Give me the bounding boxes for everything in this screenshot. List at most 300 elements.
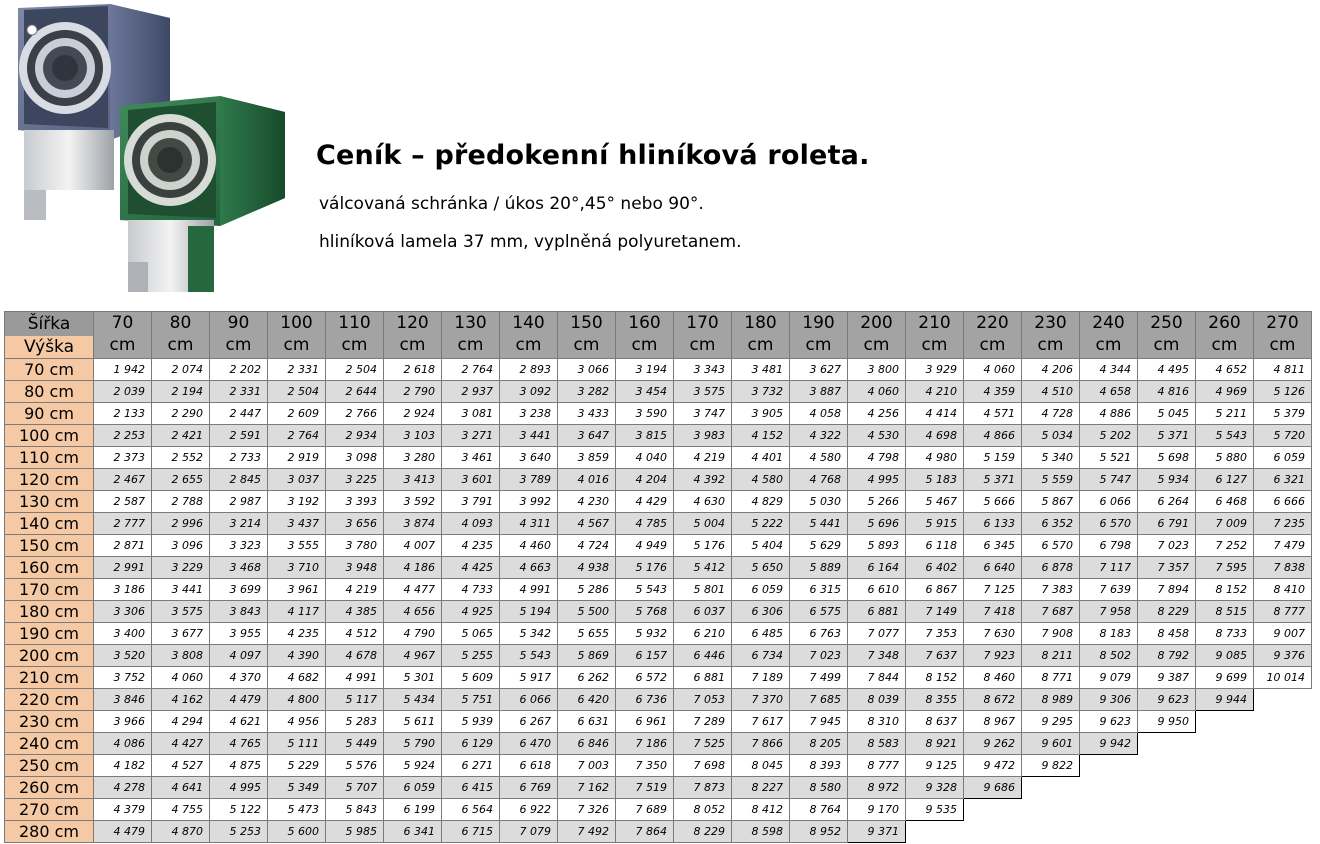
height-label: 180 cm [5,601,94,623]
price-cell: 10 014 [1254,667,1312,689]
price-cell: 7 189 [732,667,790,689]
price-cell: 7 357 [1138,557,1196,579]
price-cell: 6 066 [1080,491,1138,513]
price-cell: 4 510 [1022,381,1080,403]
width-header-220 [964,312,1022,359]
price-cell: 5 253 [210,821,268,843]
table-row [5,711,1312,733]
height-label: 250 cm [5,755,94,777]
price-cell: 2 845 [210,469,268,491]
price-cell: 2 331 [268,359,326,381]
price-cell: 7 125 [964,579,1022,601]
price-cell: 4 401 [732,447,790,469]
price-cell: 4 816 [1138,381,1196,403]
price-cell: 4 512 [326,623,384,645]
height-label: 130 cm [5,491,94,513]
price-cell: 6 345 [964,535,1022,557]
price-cell: 7 894 [1138,579,1196,601]
price-cell: 4 206 [1022,359,1080,381]
empty-cell [1196,755,1254,777]
width-value: 220 [976,313,1009,333]
price-cell: 4 728 [1022,403,1080,425]
price-cell: 7 023 [790,645,848,667]
price-cell: 9 262 [964,733,1022,755]
price-cell: 8 792 [1138,645,1196,667]
price-cell: 7 923 [964,645,1022,667]
price-cell: 6 129 [442,733,500,755]
price-cell: 7 617 [732,711,790,733]
width-header-200 [848,312,906,359]
price-cell: 7 370 [732,689,790,711]
width-value: 230 [1034,313,1067,333]
price-cell: 4 969 [1196,381,1254,403]
empty-cell [1196,821,1254,843]
price-cell: 3 441 [152,579,210,601]
price-cell: 9 085 [1196,645,1254,667]
price-cell: 5 707 [326,777,384,799]
price-cell: 8 152 [1196,579,1254,601]
width-value: 80 [169,313,192,333]
price-cell: 4 724 [558,535,616,557]
price-cell: 4 980 [906,447,964,469]
width-unit: cm [109,335,136,355]
price-cell: 2 937 [442,381,500,403]
width-header-150 [558,312,616,359]
price-cell: 5 283 [326,711,384,733]
price-cell: 5 473 [268,799,326,821]
price-cell: 5 543 [616,579,674,601]
width-value: 190 [802,313,835,333]
price-cell: 3 961 [268,579,326,601]
price-cell: 2 790 [384,381,442,403]
price-cell: 6 267 [500,711,558,733]
price-cell: 2 919 [268,447,326,469]
price-cell: 2 194 [152,381,210,403]
price-cell: 4 390 [268,645,326,667]
price-cell: 3 983 [674,425,732,447]
price-cell: 4 875 [210,755,268,777]
green-shutter-box [120,96,285,292]
price-cell: 7 630 [964,623,1022,645]
price-cell: 6 618 [500,755,558,777]
price-cell: 2 777 [94,513,152,535]
price-cell: 3 192 [268,491,326,513]
price-cell: 5 917 [500,667,558,689]
empty-cell [1196,711,1254,733]
width-unit: cm [515,335,542,355]
price-cell: 7 844 [848,667,906,689]
price-cell: 3 096 [152,535,210,557]
price-cell: 7 023 [1138,535,1196,557]
price-cell: 2 996 [152,513,210,535]
price-cell: 4 870 [152,821,210,843]
price-cell: 5 371 [964,469,1022,491]
price-cell: 2 074 [152,359,210,381]
price-cell: 6 199 [384,799,442,821]
price-cell: 7 958 [1080,601,1138,623]
width-unit: cm [283,335,310,355]
price-cell: 3 791 [442,491,500,513]
height-label: 140 cm [5,513,94,535]
price-cell: 6 798 [1080,535,1138,557]
price-cell: 9 601 [1022,733,1080,755]
empty-cell [964,799,1022,821]
price-cell: 4 886 [1080,403,1138,425]
price-cell: 7 873 [674,777,732,799]
price-cell: 2 788 [152,491,210,513]
price-cell: 3 843 [210,601,268,623]
width-value: 90 [227,313,250,333]
price-cell: 2 039 [94,381,152,403]
price-cell: 8 045 [732,755,790,777]
price-cell: 4 768 [790,469,848,491]
price-cell: 2 991 [94,557,152,579]
price-cell: 5 889 [790,557,848,579]
table-row [5,513,1312,535]
width-value: 110 [338,313,371,333]
price-cell: 5 698 [1138,447,1196,469]
price-cell: 7 077 [848,623,906,645]
height-label: 280 cm [5,821,94,843]
price-cell: 2 764 [268,425,326,447]
price-cell: 8 764 [790,799,848,821]
height-label: 210 cm [5,667,94,689]
price-cell: 3 732 [732,381,790,403]
price-cell: 3 905 [732,403,790,425]
price-cell: 8 967 [964,711,1022,733]
price-cell: 4 162 [152,689,210,711]
price-cell: 5 867 [1022,491,1080,513]
width-value: 120 [396,313,429,333]
price-cell: 2 987 [210,491,268,513]
price-cell: 4 235 [268,623,326,645]
price-cell: 9 942 [1080,733,1138,755]
price-cell: 3 437 [268,513,326,535]
page-title: Ceník – předokenní hliníková roleta. [316,140,870,171]
price-cell: 2 504 [326,359,384,381]
price-cell: 4 007 [384,535,442,557]
table-row [5,601,1312,623]
price-cell: 9 944 [1196,689,1254,711]
width-header-240 [1080,312,1138,359]
price-cell: 5 924 [384,755,442,777]
price-cell: 8 355 [906,689,964,711]
price-cell: 4 278 [94,777,152,799]
price-cell: 6 640 [964,557,1022,579]
price-cell: 6 262 [558,667,616,689]
price-cell: 9 007 [1254,623,1312,645]
price-cell: 3 186 [94,579,152,601]
price-cell: 3 627 [790,359,848,381]
price-cell: 7 689 [616,799,674,821]
price-cell: 4 949 [616,535,674,557]
price-cell: 5 202 [1080,425,1138,447]
width-unit: cm [573,335,600,355]
price-cell: 5 211 [1196,403,1254,425]
price-cell: 6 210 [674,623,732,645]
price-cell: 4 991 [326,667,384,689]
table-row [5,821,1312,843]
price-cell: 5 342 [500,623,558,645]
price-cell: 6 118 [906,535,964,557]
price-cell: 3 468 [210,557,268,579]
price-cell: 4 097 [210,645,268,667]
price-cell: 3 555 [268,535,326,557]
price-cell: 3 640 [500,447,558,469]
price-cell: 8 410 [1254,579,1312,601]
price-cell: 8 733 [1196,623,1254,645]
price-cell: 3 747 [674,403,732,425]
price-cell: 2 733 [210,447,268,469]
price-cell: 3 656 [326,513,384,535]
price-cell: 8 972 [848,777,906,799]
price-cell: 5 521 [1080,447,1138,469]
price-cell: 7 053 [674,689,732,711]
price-cell: 8 672 [964,689,1022,711]
height-label: 230 cm [5,711,94,733]
empty-cell [1022,799,1080,821]
table-row [5,447,1312,469]
price-cell: 5 609 [442,667,500,689]
price-cell: 9 623 [1138,689,1196,711]
price-cell: 6 846 [558,733,616,755]
price-cell: 7 350 [616,755,674,777]
price-cell: 3 225 [326,469,384,491]
price-cell: 5 441 [790,513,848,535]
price-cell: 4 294 [152,711,210,733]
width-header-110 [326,312,384,359]
price-cell: 9 822 [1022,755,1080,777]
table-row [5,359,1312,381]
price-cell: 9 535 [906,799,964,821]
height-label: 200 cm [5,645,94,667]
height-label: 150 cm [5,535,94,557]
empty-cell [1080,821,1138,843]
price-cell: 7 117 [1080,557,1138,579]
width-value: 170 [686,313,719,333]
price-cell: 7 383 [1022,579,1080,601]
price-cell: 7 525 [674,733,732,755]
price-cell: 8 637 [906,711,964,733]
price-cell: 4 425 [442,557,500,579]
price-cell: 3 461 [442,447,500,469]
empty-cell [1138,799,1196,821]
table-row [5,469,1312,491]
price-cell: 6 264 [1138,491,1196,513]
empty-cell [1138,777,1196,799]
price-cell: 7 864 [616,821,674,843]
price-cell: 3 481 [732,359,790,381]
price-cell: 7 838 [1254,557,1312,579]
price-cell: 8 460 [964,667,1022,689]
price-cell: 9 623 [1080,711,1138,733]
price-cell: 7 698 [674,755,732,777]
price-cell: 5 349 [268,777,326,799]
width-header-270 [1254,312,1312,359]
price-cell: 5 576 [326,755,384,777]
price-cell: 6 352 [1022,513,1080,535]
table-row [5,579,1312,601]
price-cell: 4 204 [616,469,674,491]
price-cell: 4 630 [674,491,732,513]
price-cell: 4 652 [1196,359,1254,381]
price-cell: 5 045 [1138,403,1196,425]
price-cell: 4 370 [210,667,268,689]
price-cell: 3 103 [384,425,442,447]
width-unit: cm [631,335,658,355]
price-cell: 5 600 [268,821,326,843]
price-cell: 3 066 [558,359,616,381]
price-cell: 1 942 [94,359,152,381]
price-cell: 9 371 [848,821,906,843]
price-cell: 3 306 [94,601,152,623]
price-cell: 8 052 [674,799,732,821]
height-label: 90 cm [5,403,94,425]
price-cell: 2 467 [94,469,152,491]
price-cell: 5 065 [442,623,500,645]
price-cell: 6 734 [732,645,790,667]
width-unit: cm [1153,335,1180,355]
price-cell: 4 086 [94,733,152,755]
price-cell: 3 929 [906,359,964,381]
price-cell: 4 117 [268,601,326,623]
price-cell: 5 629 [790,535,848,557]
price-cell: 6 127 [1196,469,1254,491]
height-label: 190 cm [5,623,94,645]
width-unit: cm [863,335,890,355]
price-cell: 4 359 [964,381,1022,403]
price-cell: 4 571 [964,403,1022,425]
width-header-180 [732,312,790,359]
price-cell: 5 500 [558,601,616,623]
price-cell: 7 908 [1022,623,1080,645]
price-cell: 3 948 [326,557,384,579]
empty-cell [1080,755,1138,777]
price-cell: 9 079 [1080,667,1138,689]
price-cell: 4 580 [732,469,790,491]
width-value: 200 [860,313,893,333]
empty-cell [1254,733,1312,755]
price-cell: 3 271 [442,425,500,447]
price-cell: 4 479 [210,689,268,711]
width-unit: cm [225,335,252,355]
price-cell: 5 404 [732,535,790,557]
price-cell: 9 295 [1022,711,1080,733]
width-header-170 [674,312,732,359]
empty-cell [1080,799,1138,821]
price-cell: 2 373 [94,447,152,469]
price-cell: 7 009 [1196,513,1254,535]
price-cell: 5 111 [268,733,326,755]
price-cell: 8 393 [790,755,848,777]
price-cell: 4 060 [152,667,210,689]
price-cell: 4 093 [442,513,500,535]
price-cell: 4 658 [1080,381,1138,403]
price-cell: 3 441 [500,425,558,447]
width-header-80 [152,312,210,359]
price-cell: 4 495 [1138,359,1196,381]
price-cell: 8 580 [790,777,848,799]
table-row [5,535,1312,557]
width-unit: cm [921,335,948,355]
price-cell: 5 747 [1080,469,1138,491]
width-header-100 [268,312,326,359]
price-cell: 2 290 [152,403,210,425]
empty-cell [1196,733,1254,755]
height-label: 80 cm [5,381,94,403]
width-value: 150 [570,313,603,333]
price-cell: 5 159 [964,447,1022,469]
price-cell: 8 229 [674,821,732,843]
table-row [5,403,1312,425]
price-cell: 7 866 [732,733,790,755]
price-cell: 5 126 [1254,381,1312,403]
price-cell: 6 402 [906,557,964,579]
price-cell: 5 932 [616,623,674,645]
height-label: 120 cm [5,469,94,491]
price-cell: 5 655 [558,623,616,645]
price-cell: 8 458 [1138,623,1196,645]
price-cell: 4 210 [906,381,964,403]
price-cell: 5 034 [1022,425,1080,447]
height-label: 240 cm [5,733,94,755]
width-header-250 [1138,312,1196,359]
price-cell: 5 412 [674,557,732,579]
price-cell: 5 543 [1196,425,1254,447]
width-value: 210 [918,313,951,333]
price-cell: 6 420 [558,689,616,711]
price-cell: 5 467 [906,491,964,513]
empty-cell [1254,711,1312,733]
width-header-160 [616,312,674,359]
price-cell: 2 764 [442,359,500,381]
price-cell: 3 647 [558,425,616,447]
price-cell: 6 961 [616,711,674,733]
price-cell: 4 235 [442,535,500,557]
price-cell: 6 321 [1254,469,1312,491]
price-cell: 4 016 [558,469,616,491]
price-cell: 6 341 [384,821,442,843]
width-value: 270 [1266,313,1299,333]
price-cell: 6 631 [558,711,616,733]
empty-cell [1254,821,1312,843]
width-value: 140 [512,313,545,333]
width-unit: cm [399,335,426,355]
width-value: 130 [454,313,487,333]
price-cell: 8 412 [732,799,790,821]
price-cell: 5 183 [906,469,964,491]
table-row [5,645,1312,667]
price-cell: 8 152 [906,667,964,689]
price-cell: 4 040 [616,447,674,469]
price-cell: 3 393 [326,491,384,513]
price-cell: 5 176 [616,557,674,579]
price-cell: 4 379 [94,799,152,821]
price-cell: 5 720 [1254,425,1312,447]
price-cell: 7 326 [558,799,616,821]
price-cell: 4 967 [384,645,442,667]
table-row [5,425,1312,447]
price-cell: 5 340 [1022,447,1080,469]
price-cell: 4 058 [790,403,848,425]
empty-cell [1196,777,1254,799]
price-cell: 4 765 [210,733,268,755]
price-cell: 3 887 [790,381,848,403]
price-cell: 6 867 [906,579,964,601]
price-cell: 3 677 [152,623,210,645]
price-cell: 4 344 [1080,359,1138,381]
price-cell: 4 698 [906,425,964,447]
